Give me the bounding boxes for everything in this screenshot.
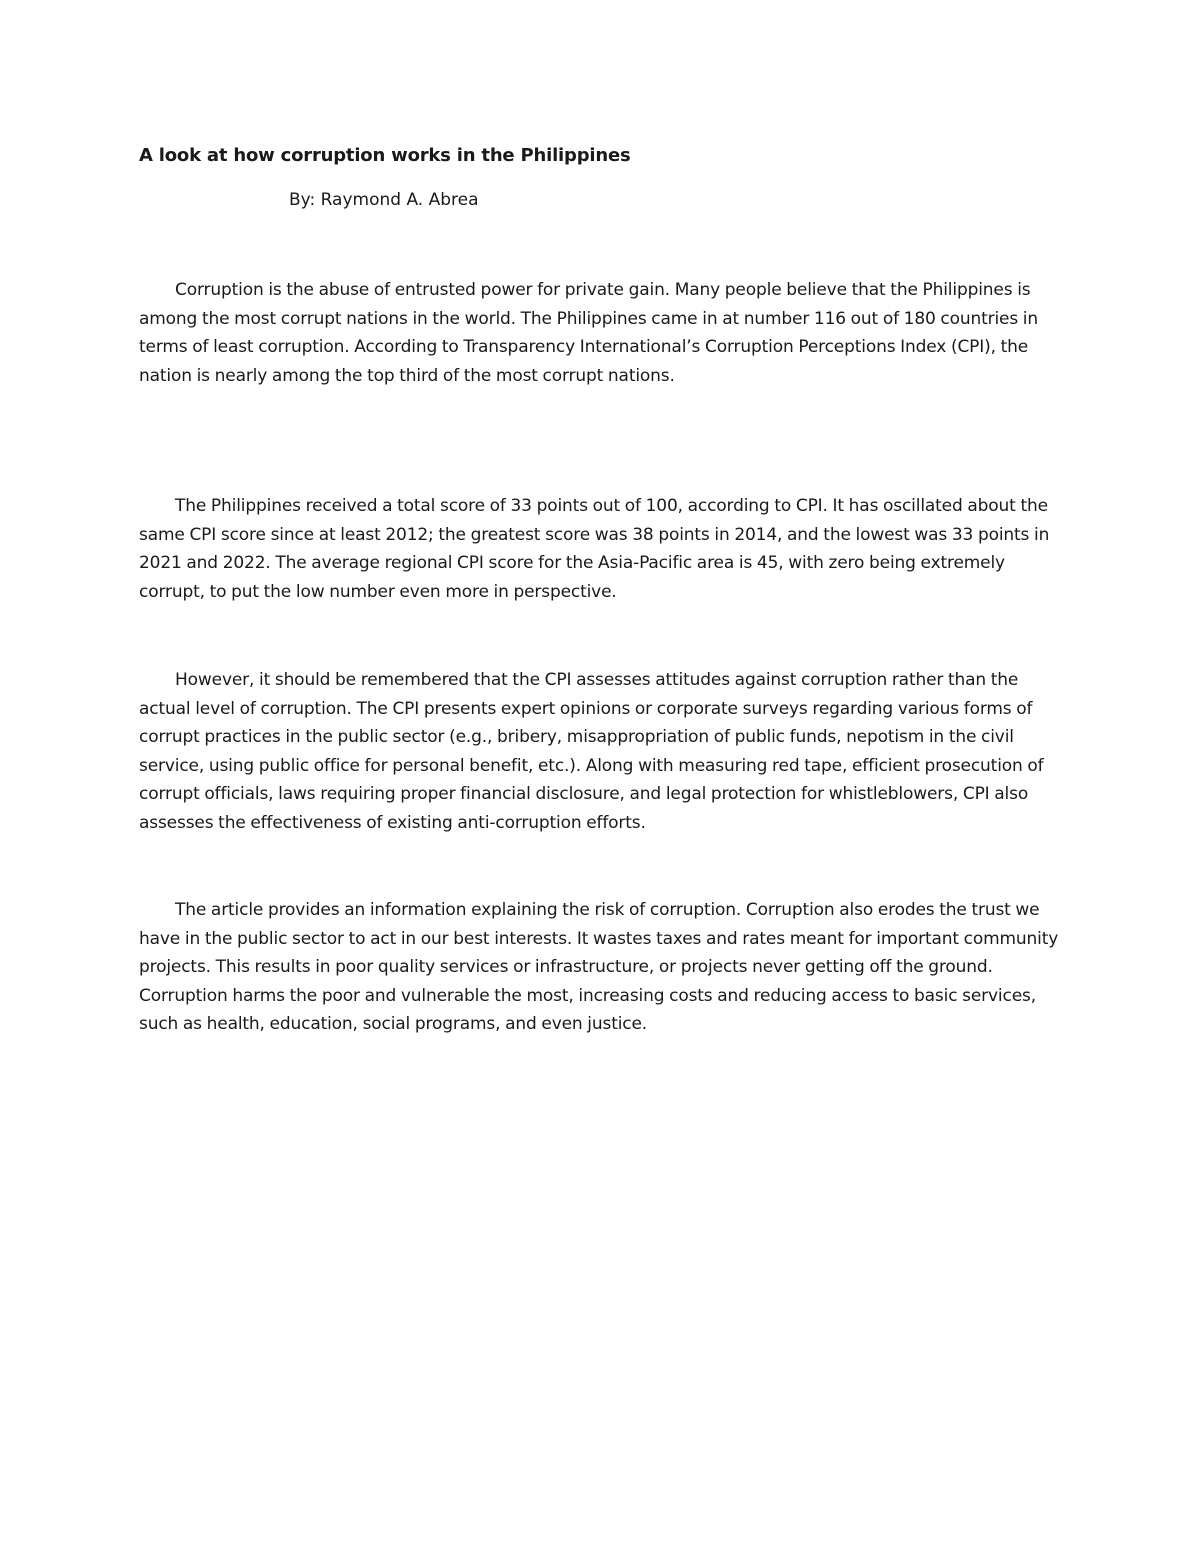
paragraph-4: The article provides an information explaining the risk of corruption. Corruption also erodes the trust we have in the public sector to act in our best interests. It wastes taxes and rates meant for important community projects. This results in poor quality services or infrastructure, or projects never getting off the ground. Corruption harms the poor and vulnerable the most, increasing costs and reducing access to basic services, such as health, education, social programs, and even justice.	[139, 900, 1059, 1034]
author-byline: By: Raymond A. Abrea	[289, 190, 479, 210]
paragraph-2: The Philippines received a total score of 33 points out of 100, according to CPI. It has oscillated about the same CPI score since at least 2012; the greatest score was 38 points in 2014, and the lowest was 33 points in 2021 and 2022. The average regional CPI score for the Asia-Pacific area is 45, with zero being extremely corrupt, to put the low number even more in perspective.	[139, 496, 1050, 602]
document-title: A look at how corruption works in the Philippines	[139, 145, 631, 166]
paragraph-3: However, it should be remembered that the CPI assesses attitudes against corruption rather than the actual level of corruption. The CPI presents expert opinions or corporate surveys regarding various forms of corrupt practices in the public sector (e.g., bribery, misappropriation of public funds, nepotism in the civil service, using public office for personal benefit, etc.). Along with measuring red tape, efficient prosecution of corrupt officials, laws requiring proper financial disclosure, and legal protection for whistleblowers, CPI also assesses the effectiveness of existing anti-corruption efforts.	[139, 670, 1044, 833]
paragraph-1: Corruption is the abuse of entrusted power for private gain. Many people believe that the Philippines is among the most corrupt nations in the world. The Philippines came in at number 116 out of 180 countries in terms of least corruption. According to Transparency International’s Corruption Perceptions Index (CPI), the nation is nearly among the top third of the most corrupt nations.	[139, 280, 1039, 386]
